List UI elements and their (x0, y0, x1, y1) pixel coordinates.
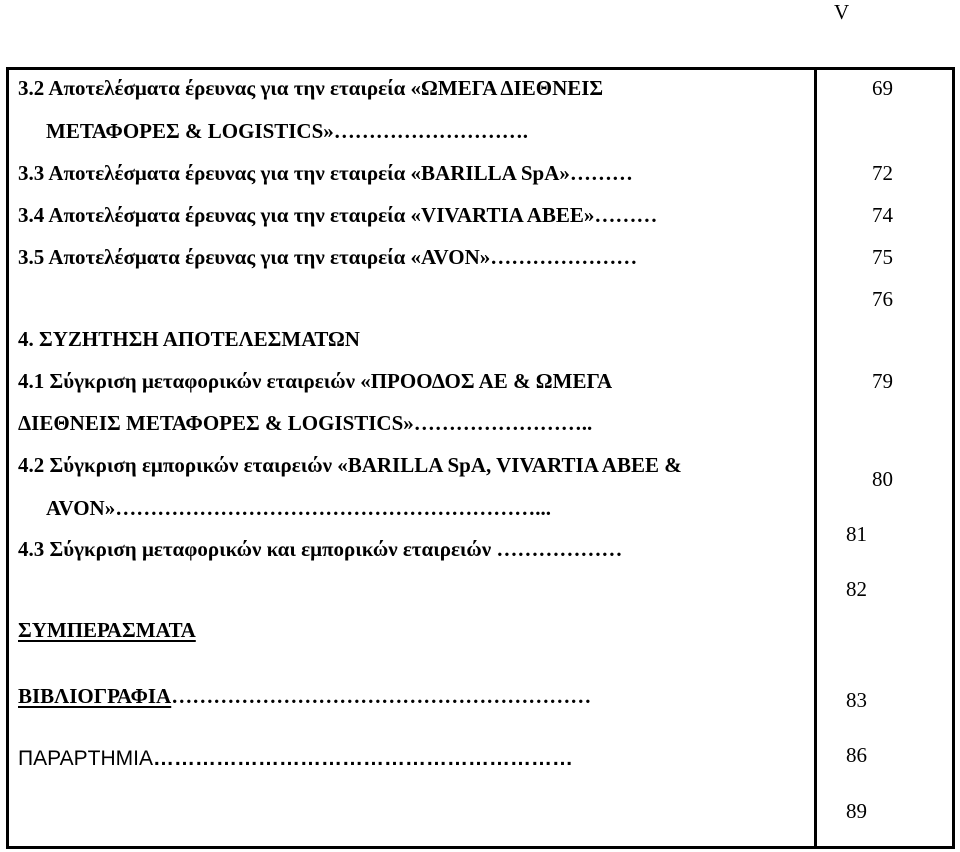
toc-entry-4-2: 4.2 Σύγκριση εμπορικών εταιρειών «BARILLA SpA, VIVARTIA ABEE & (18, 453, 682, 477)
toc-entry-bibliography (18, 683, 591, 709)
toc-entry-4-2-cont: AVON»……………………………………………………... (46, 496, 551, 520)
conclusions-title: ΣΥΜΠΕΡΑΣΜΑΤΑ (18, 618, 196, 642)
toc-entry-3-2-cont: ΜΕΤΑΦΟΡΕΣ & LOGISTICS»………………………. (46, 119, 529, 143)
toc-page-76: 76 (872, 287, 893, 311)
appendix-title: ΠΑΡΑΡΤΗΜΙΑ (18, 747, 153, 770)
table-of-contents (6, 67, 955, 849)
toc-page-83: 83 (846, 688, 867, 712)
toc-page-82: 82 (846, 577, 867, 601)
toc-entry-4: 4. ΣΥΖΗΤΗΣΗ ΑΠΟΤΕΛΕΣΜΑΤΩΝ (18, 327, 360, 351)
page-number: V (834, 0, 850, 24)
toc-page-80: 80 (872, 467, 893, 491)
toc-entry-4-3: 4.3 Σύγκριση μεταφορικών και εμπορικών εταιρειών ……………… (18, 537, 623, 561)
bibliography-title: ΒΙΒΛΙΟΓΡΑΦΙΑ (18, 684, 172, 708)
toc-page-75: 75 (872, 245, 893, 269)
toc-entry-4-1-cont: ΔΙΕΘΝΕΙΣ ΜΕΤΑΦΟΡΕΣ & LOGISTICS»…………………….. (18, 411, 593, 435)
toc-entry-3-4: 3.4 Αποτελέσματα έρευνας για την εταιρεία «VIVARTIA ABEE»……… (18, 203, 658, 227)
toc-page-86: 86 (846, 743, 867, 767)
toc-entry-3-2: 3.2 Αποτελέσματα έρευνας για την εταιρεία «ΩΜΕΓΑ ΔΙΕΘΝΕΙΣ (18, 76, 604, 100)
toc-entry-3-5: 3.5 Αποτελέσματα έρευνας για την εταιρεία «AVON»………………… (18, 245, 638, 269)
toc-entry-appendix (18, 746, 573, 772)
toc-entry-4-1: 4.1 Σύγκριση μεταφορικών εταιρειών «ΠΡΟΟΔΟΣ ΑΕ & ΩΜΕΓΑ (18, 369, 613, 393)
toc-page-69: 69 (872, 76, 893, 100)
toc-entry-conclusions (18, 617, 196, 643)
toc-page-72: 72 (872, 161, 893, 185)
toc-page-74: 74 (872, 203, 893, 227)
toc-page-81: 81 (846, 522, 867, 546)
toc-entry-3-3: 3.3 Αποτελέσματα έρευνας για την εταιρεία «BARILLA SpA»……… (18, 161, 633, 185)
column-divider (814, 70, 817, 846)
appendix-leader: …………………………………………………… (152, 747, 573, 770)
toc-page-79: 79 (872, 369, 893, 393)
toc-page-89: 89 (846, 799, 867, 823)
bibliography-leader: …………………………………………………… (171, 684, 592, 708)
